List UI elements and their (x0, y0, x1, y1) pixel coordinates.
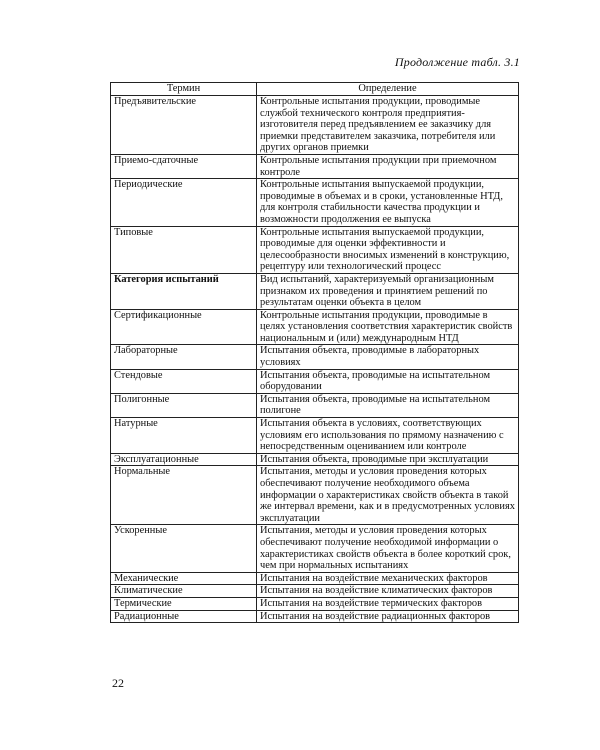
table-row (111, 154, 519, 178)
table-row (111, 96, 519, 155)
term-cell: Механические (111, 572, 257, 585)
table-row (111, 466, 519, 525)
table-row (111, 572, 519, 585)
definition-cell: Испытания объекта, проводимые при эксплуатации (257, 453, 519, 466)
term-cell: Полигонные (111, 393, 257, 417)
column-header-definition: Определение (257, 83, 519, 96)
term-cell: Натурные (111, 418, 257, 454)
table-row (111, 273, 519, 309)
definition-cell: Испытания на воздействие термических факторов (257, 597, 519, 610)
definition-cell: Испытания, методы и условия проведения которых обеспечивают получение необходимого объема информации о характеристиках свойств объекта в такой же интервал времени, как и в предусмотренных условиях эксплуатации (257, 466, 519, 525)
terms-table (110, 82, 519, 623)
table-continuation-caption: Продолжение табл. 3.1 (394, 55, 520, 69)
definition-cell: Испытания объекта, проводимые в лабораторных условиях (257, 345, 519, 369)
definition-cell: Контрольные испытания выпускаемой продукции, проводимые для оценки эффективности и целесообразности вносимых изменений в конструкцию, рецептуру или технологический процесс (257, 226, 519, 273)
term-cell: Периодические (111, 179, 257, 226)
definition-cell: Испытания объекта, проводимые на испытательном полигоне (257, 393, 519, 417)
table-row (111, 585, 519, 598)
definition-cell: Контрольные испытания выпускаемой продукции, проводимые в объемах и в сроки, установленные НТД, для контроля стабильности качества продукции и возможности продолжения ее выпуска (257, 179, 519, 226)
table-row (111, 453, 519, 466)
definition-cell: Испытания, методы и условия проведения которых обеспечивают получение необходимой информации о характеристиках свойств объекта в более короткий срок, чем при нормальных испытаниях (257, 525, 519, 572)
definition-cell: Контрольные испытания продукции, проводимые службой технического контроля предприятия-изготовителя перед предъявлением ее заказчику для приемки представителем заказчика, потребителя или других органов приемки (257, 96, 519, 155)
term-cell: Радиационные (111, 610, 257, 623)
term-cell: Стендовые (111, 369, 257, 393)
definition-cell: Контрольные испытания продукции при приемочном контроле (257, 154, 519, 178)
term-cell: Предъявительские (111, 96, 257, 155)
term-cell: Приемо-сдаточные (111, 154, 257, 178)
term-cell: Нормальные (111, 466, 257, 525)
term-cell: Лабораторные (111, 345, 257, 369)
column-header-term: Термин (111, 83, 257, 96)
definition-cell: Испытания на воздействие механических факторов (257, 572, 519, 585)
definition-cell: Контрольные испытания продукции, проводимые в целях установления соответствия характеристик свойств национальным и (или) международным НТД (257, 309, 519, 345)
term-cell: Категория испытаний (111, 273, 257, 309)
table-row (111, 226, 519, 273)
table-row (111, 610, 519, 623)
table-row (111, 393, 519, 417)
term-cell: Термические (111, 597, 257, 610)
table-row (111, 179, 519, 226)
table-row (111, 309, 519, 345)
definition-cell: Испытания на воздействие радиационных факторов (257, 610, 519, 623)
table-row (111, 597, 519, 610)
definition-cell: Вид испытаний, характеризуемый организационным признаком их проведения и принятием решений по результатам оценки объекта в целом (257, 273, 519, 309)
table-header-row (111, 83, 519, 96)
page-number: 22 (112, 676, 124, 690)
table-row (111, 418, 519, 454)
term-cell: Эксплуатационные (111, 453, 257, 466)
term-cell: Сертификационные (111, 309, 257, 345)
definition-cell: Испытания объекта, проводимые на испытательном оборудовании (257, 369, 519, 393)
table-row (111, 369, 519, 393)
table-row (111, 525, 519, 572)
term-cell: Климатические (111, 585, 257, 598)
definition-cell: Испытания объекта в условиях, соответствующих условиям его использования по прямому назначению с непосредственным оцениванием или контроле (257, 418, 519, 454)
table-row (111, 345, 519, 369)
definition-cell: Испытания на воздействие климатических факторов (257, 585, 519, 598)
term-cell: Ускоренные (111, 525, 257, 572)
term-cell: Типовые (111, 226, 257, 273)
